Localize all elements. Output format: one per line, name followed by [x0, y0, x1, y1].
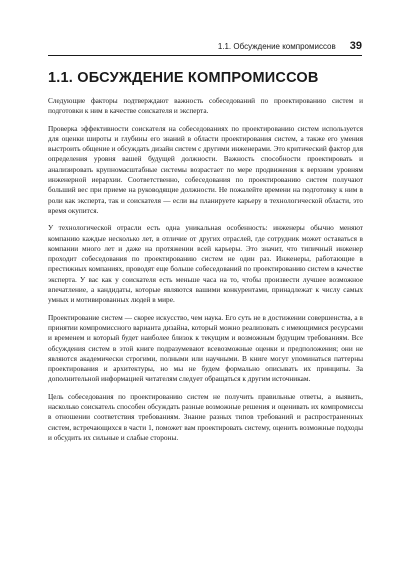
page-number: 39 — [349, 40, 362, 52]
running-header — [48, 37, 362, 56]
paragraph-2: Проверка эффективности соискателя на собеседованиях по проектированию систем используется для оценки широты и глубины его знаний в области проектирования систем, а также его умения выстроить общение и обсуждать дизайн систем с другими инженерами. Это критический фактор для определения уровня вашей будущей должности. Важность способности проектировать и анализировать крупномасштабные системы возрастает по мере продвижения к верхним уровням инженерной иерархии. Соответственно, собеседования по проектированию систем получают больший вес при приеме на руководящие должности. Не пожалейте времени на подготовку к ним в роли как эксперта, так и соискателя — если вы планируете карьеру в технологической области, это время окупится. — [48, 123, 363, 215]
paragraph-5: Цель собеседования по проектированию систем не получить правильные ответы, а выявить, насколько соискатель способен обсуждать разные возможные решения и оценивать их компромиссы в отношении соответствия требованиям. Знание разных типов требований и распространенных систем, встречающихся в части 1, поможет вам проектировать систему, оценить возможные подходы и обсудить их сильные и слабые стороны. — [48, 391, 363, 442]
body-text — [48, 96, 363, 450]
section-heading: 1.1. ОБСУЖДЕНИЕ КОМПРОМИССОВ — [48, 70, 319, 86]
running-title: 1.1. Обсуждение компромиссов — [217, 41, 336, 51]
paragraph-3: У технологической отрасли есть одна уникальная особенность: инженеры обычно меняют компанию каждые несколько лет, в отличие от других отраслей, где сотрудник может оставаться в компании много лет и даже на протяжении всей карьеры. Это значит, что типичный инженер проходит собеседования по проектированию систем не один раз. Инженеры, работающие в престижных компаниях, проводят еще больше собеседований по проектированию систем в качестве эксперта. У вас как у соискателя есть меньше часа на то, чтобы произвести лучшее возможное впечатление, а кандидаты, которые являются вашими конкурентами, принадлежат к числу самых умных и мотивированных людей в мире. — [48, 223, 363, 305]
paragraph-4: Проектирование систем — скорее искусство, чем наука. Его суть не в достижении совершенства, а в принятии компромиссного варианта дизайна, который можно реализовать с имеющимися ресурсами и временем и который будет наиболее близок к текущим и возможным будущим требованиям. Все обсуждения систем в этой книге подразумевают всевозможные оценки и предположения; они не являются академически строгими, полными или научными. В книге могут упоминаться паттерны проектирования и архитектуры, но мы не будем формально описывать их принципы. За дополнительной информацией читателям следует обращаться к другим источникам. — [48, 312, 363, 384]
paragraph-1: Следующие факторы подтверждают важность собеседований по проектированию систем и подготовки к ним в качестве соискателя и эксперта. — [48, 96, 363, 116]
